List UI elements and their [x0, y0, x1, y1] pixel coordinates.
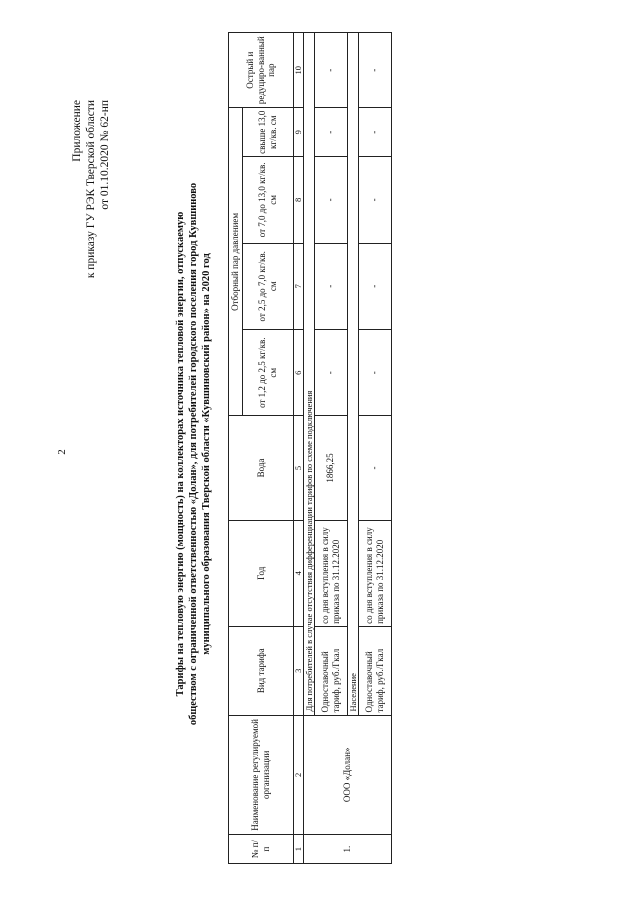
appendix-line-3: от 01.10.2020 № 62-нп [99, 100, 111, 210]
row-2-steam-4: - [358, 108, 391, 157]
col-number: 7 [293, 243, 303, 329]
row-1-num: 1. [303, 835, 391, 864]
col-number: 2 [293, 715, 303, 835]
document-title [174, 124, 213, 784]
tariff-table [228, 32, 392, 864]
row-1-water: 1866,25 [314, 416, 347, 520]
row-2-sharp-steam: - [358, 33, 391, 108]
header-tariff-type: Вид тарифа [229, 626, 294, 715]
appendix-line-2: к приказу ГУ РЭК Тверской области [85, 100, 97, 279]
col-number: 4 [293, 520, 303, 626]
header-steam-3: от 7,0 до 13,0 кг/кв. см [242, 157, 293, 243]
col-number: 3 [293, 626, 303, 715]
row-1-steam-1: - [314, 330, 347, 416]
row-2-water: - [358, 416, 391, 520]
col-number: 9 [293, 108, 303, 157]
appendix-line-1: Приложение [71, 100, 83, 162]
col-number: 6 [293, 330, 303, 416]
row-2-steam-2: - [358, 243, 391, 329]
section-heading-1: Для потребителей в случае отсутствия дифференциации тарифов по схеме подключения [303, 33, 314, 716]
row-1-year: со дня вступления в силу приказа по 31.12.2020 [314, 520, 347, 626]
header-org: Наименование регулируемой организации [229, 715, 294, 835]
row-2-steam-3: - [358, 157, 391, 243]
header-steam-1: от 1,2 до 2,5 кг/кв. см [242, 330, 293, 416]
header-steam-4: свыше 13,0 кг/кв. см [242, 108, 293, 157]
col-number: 1 [293, 835, 303, 864]
col-number: 8 [293, 157, 303, 243]
header-steam-group: Отборный пар давлением [229, 108, 243, 416]
header-year: Год [229, 520, 294, 626]
col-number: 10 [293, 33, 303, 108]
row-1-steam-2: - [314, 243, 347, 329]
header-sharp-steam: Острый и редуциро-ванный пар [229, 33, 294, 108]
header-steam-2: от 2,5 до 7,0 кг/кв. см [242, 243, 293, 329]
row-2-steam-1: - [358, 330, 391, 416]
page-number: 2 [56, 449, 68, 455]
row-2-year: со дня вступления в силу приказа по 31.12.2020 [358, 520, 391, 626]
header-water: Вода [229, 416, 294, 520]
title-line-3: муниципального образования Тверской области «Кувшиновский район» на 2020 год [201, 253, 212, 655]
title-line-1: Тарифы на тепловую энергию (мощность) на коллекторах источника тепловой энергии, отпускаемую [175, 211, 186, 697]
row-1-steam-3: - [314, 157, 347, 243]
header-num: № п/ п [229, 835, 294, 864]
section-heading-2: Население [347, 33, 358, 716]
row-1-steam-4: - [314, 108, 347, 157]
appendix-block [70, 100, 112, 420]
org-name: ООО «Долан» [303, 715, 391, 835]
row-2-tariff-type: Одноставочный тариф, руб./Гкал [358, 626, 391, 715]
col-number: 5 [293, 416, 303, 520]
row-1-sharp-steam: - [314, 33, 347, 108]
row-1-tariff-type: Одноставочный тариф, руб./Гкал [314, 626, 347, 715]
title-line-2: обществом с ограниченной ответственностью «Долан», для потребителей городского поселения город Кувшиново [188, 182, 199, 726]
